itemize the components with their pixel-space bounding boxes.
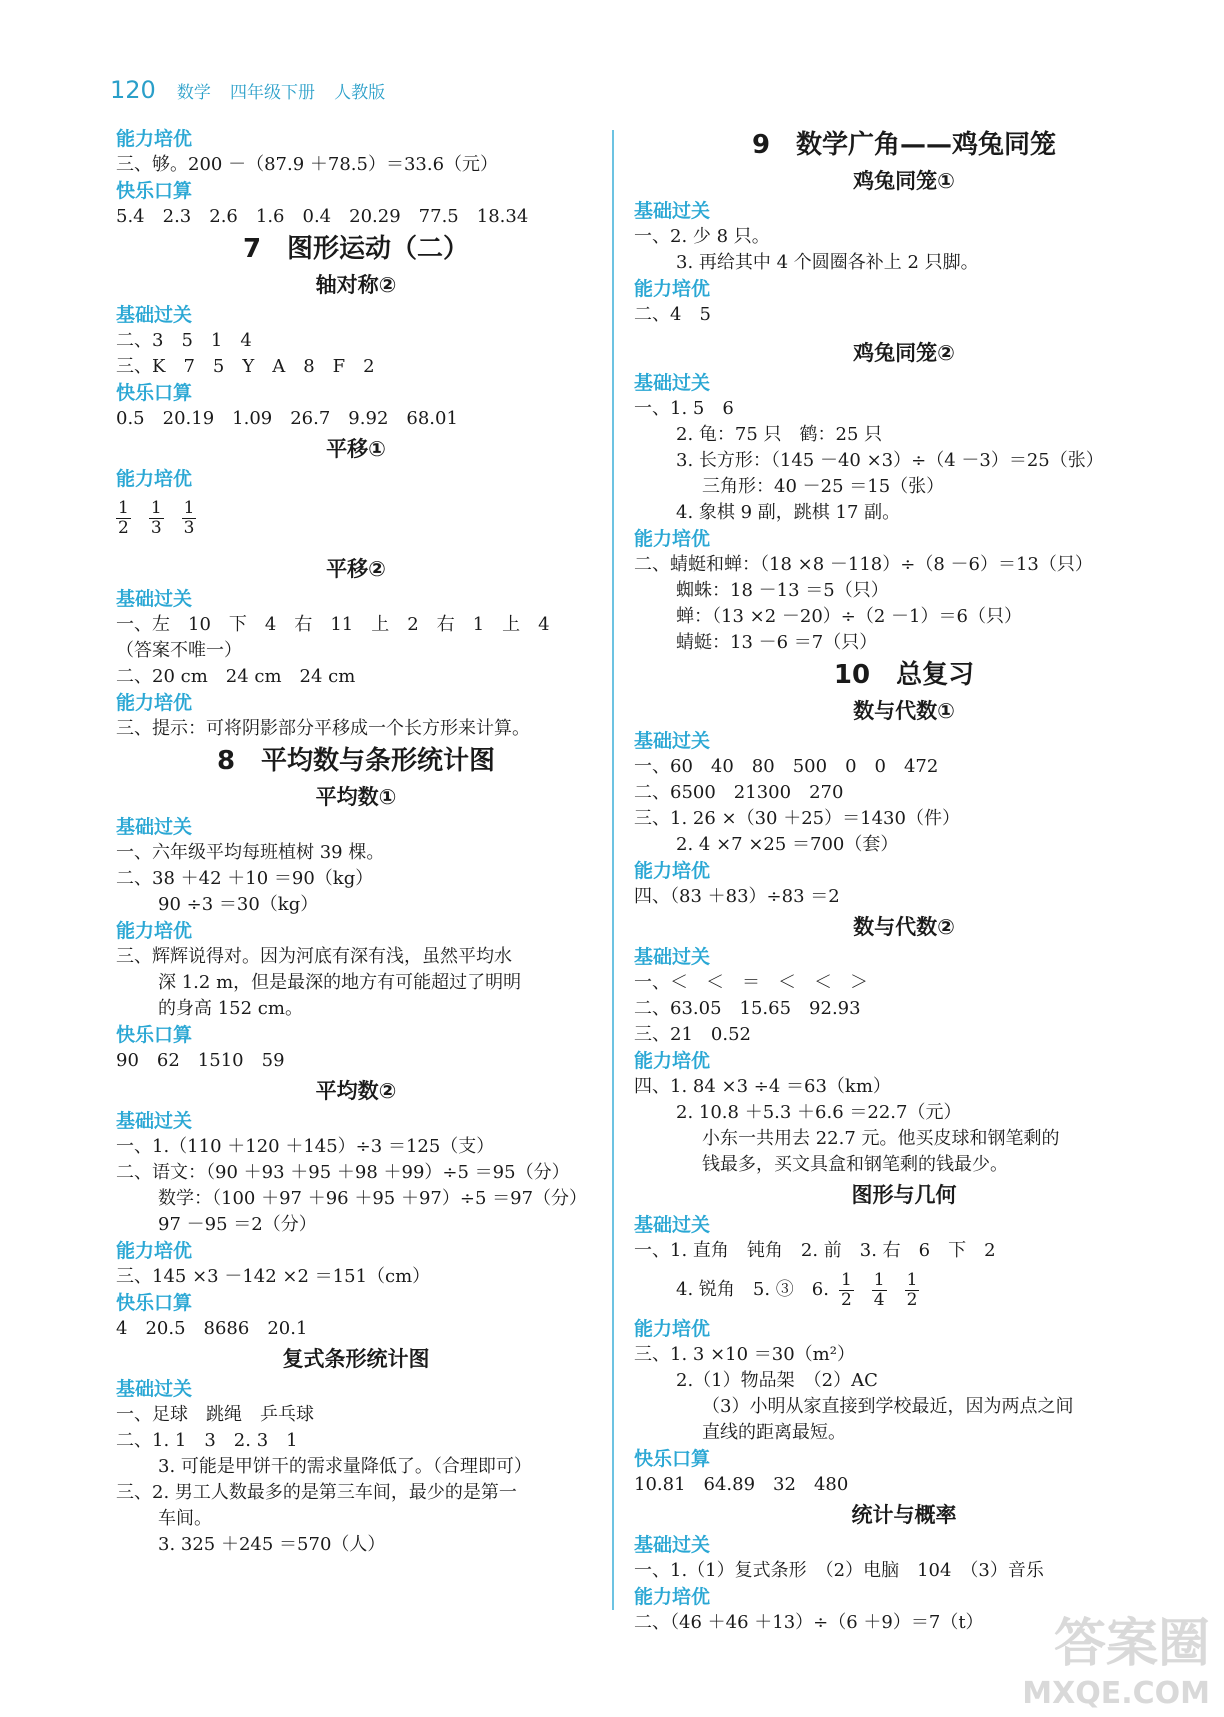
lesson-title: 平移① xyxy=(326,437,386,461)
section-label: 能力培优 xyxy=(116,468,193,490)
answer-line: 二、38 ＋42 ＋10 ＝90（kg） xyxy=(116,868,374,889)
answer-line: 深 1.2 m，但是最深的地方有可能超过了明明 xyxy=(158,972,522,993)
section-label: 能力培优 xyxy=(116,128,193,150)
section-label: 基础过关 xyxy=(634,946,711,968)
section-label: 基础过关 xyxy=(634,1534,711,1556)
answer-line: 三、辉辉说得对。因为河底有深有浅，虽然平均水 xyxy=(116,946,512,967)
answer-line: 三角形：40 －25 ＝15（张） xyxy=(702,476,945,497)
lesson-title: 复式条形统计图 xyxy=(282,1347,430,1371)
section-label: 快乐口算 xyxy=(116,382,193,404)
fraction-row xyxy=(634,1264,1174,1316)
watermark-site: MXQE.COM xyxy=(1022,1676,1210,1711)
lesson-title: 平移② xyxy=(326,557,386,581)
answer-line: 4. 象棋 9 副，跳棋 17 副。 xyxy=(676,502,901,523)
section-label: 基础过关 xyxy=(634,730,711,752)
watermark xyxy=(1022,1601,1210,1711)
answer-line: 数学：（100 ＋97 ＋96 ＋95 ＋97）÷5 ＝97（分） xyxy=(158,1188,588,1209)
answer-line: 3. 325 ＋245 ＝570（人） xyxy=(158,1534,386,1555)
answer-line: 3. 长方形：（145 －40 ×3）÷（4 －3）＝25（张） xyxy=(676,450,1104,471)
answer-line: 2. 10.8 ＋5.3 ＋6.6 ＝22.7（元） xyxy=(676,1102,962,1123)
fraction: 1 2 xyxy=(906,1269,918,1310)
answer-line: 4 20.5 8686 20.1 xyxy=(116,1318,308,1339)
section-label: 基础过关 xyxy=(116,304,193,326)
answer-line: 二、3 5 1 4 xyxy=(116,330,252,351)
watermark-logo: 答案圈 xyxy=(1053,1614,1210,1674)
answer-line: 二、20 cm 24 cm 24 cm xyxy=(116,666,356,687)
fraction-row xyxy=(116,492,596,544)
lesson-title: 鸡兔同笼② xyxy=(853,341,955,365)
answer-line: （答案不唯一） xyxy=(116,640,242,661)
answer-line: 蜘蛛：18 －13 ＝5（只） xyxy=(676,580,889,601)
answer-line: 的身高 152 cm。 xyxy=(158,998,303,1019)
answer-line: 97 －95 ＝2（分） xyxy=(158,1214,317,1235)
edition-label: 人教版 xyxy=(334,83,386,103)
answer-line: 三、1. 3 ×10 ＝30（m²） xyxy=(634,1344,855,1365)
answer-line: 蜻蜓：13 －6 ＝7（只） xyxy=(676,632,878,653)
section-label: 基础过关 xyxy=(116,1378,193,1400)
answer-line: 一、60 40 80 500 0 0 472 xyxy=(634,756,939,777)
right-column xyxy=(634,126,1174,1636)
answer-line: 车间。 xyxy=(158,1508,212,1529)
answer-line: 2. 4 ×7 ×25 ＝700（套） xyxy=(676,834,899,855)
answer-line: 90 ÷3 ＝30（kg） xyxy=(158,894,319,915)
answer-line: 一、1.（110 ＋120 ＋145）÷3 ＝125（支） xyxy=(116,1136,495,1157)
answer-line: 三、1. 26 ×（30 ＋25）＝1430（件） xyxy=(634,808,960,829)
section-label: 快乐口算 xyxy=(116,1024,193,1046)
lesson-title: 统计与概率 xyxy=(851,1503,957,1527)
answer-line: 一、1.（1）复式条形 （2）电脑 104 （3）音乐 xyxy=(634,1560,1044,1581)
answer-line: 三、K 7 5 Y A 8 F 2 xyxy=(116,356,375,377)
section-label: 基础过关 xyxy=(116,1110,193,1132)
answer-line: 钱最多，买文具盒和钢笔剩的钱最少。 xyxy=(702,1154,1008,1175)
answer-line: 二、1. 1 3 2. 3 1 xyxy=(116,1430,298,1451)
section-label: 快乐口算 xyxy=(634,1448,711,1470)
answer-line: 二、语文：（90 ＋93 ＋95 ＋98 ＋99）÷5 ＝95（分） xyxy=(116,1162,570,1183)
answer-line: 2. 龟：75 只 鹤：25 只 xyxy=(676,424,883,445)
answer-line: 二、63.05 15.65 92.93 xyxy=(634,998,861,1019)
lesson-title: 鸡兔同笼① xyxy=(853,169,955,193)
left-column xyxy=(116,126,596,1558)
answer-line: 90 62 1510 59 xyxy=(116,1050,285,1071)
answer-line: 一、左 10 下 4 右 11 上 2 右 1 上 4 xyxy=(116,614,550,635)
answer-line: 三、145 ×3 －142 ×2 ＝151（cm） xyxy=(116,1266,431,1287)
answer-line: （3）小明从家直接到学校最近，因为两点之间 xyxy=(702,1396,1074,1417)
fraction: 1 2 xyxy=(840,1269,852,1310)
fraction: 1 3 xyxy=(183,497,195,538)
answer-line: 一、2. 少 8 只。 xyxy=(634,226,770,247)
answer-line: 三、提示：可将阴影部分平移成一个长方形来计算。 xyxy=(116,718,530,739)
answer-line: 小东一共用去 22.7 元。他买皮球和钢笔剩的 xyxy=(702,1128,1060,1149)
answer-line: 一、＜ ＜ ＝ ＜ ＜ ＞ xyxy=(634,972,868,993)
fraction: 1 3 xyxy=(150,497,162,538)
section-label: 能力培优 xyxy=(116,692,193,714)
section-label: 能力培优 xyxy=(634,278,711,300)
lesson-title: 平均数② xyxy=(315,1079,397,1103)
answer-line: 10.81 64.89 32 480 xyxy=(634,1474,849,1495)
subject-label: 数学 xyxy=(176,83,211,103)
section-label: 基础过关 xyxy=(116,588,193,610)
answer-line: 4. 锐角 5. ③ 6. xyxy=(676,1279,829,1300)
fraction: 1 4 xyxy=(873,1269,885,1310)
answer-line: 2.（1）物品架 （2）AC xyxy=(676,1370,878,1391)
section-label: 快乐口算 xyxy=(116,180,193,202)
answer-line: 5.4 2.3 2.6 1.6 0.4 20.29 77.5 18.34 xyxy=(116,206,529,227)
chapter-title: 7 图形运动（二） xyxy=(242,234,470,264)
answer-line: 蝉：（13 ×2 －20）÷（2 －1）＝6（只） xyxy=(676,606,1022,627)
section-label: 基础过关 xyxy=(634,372,711,394)
lesson-title: 数与代数① xyxy=(853,699,955,723)
fraction: 1 2 xyxy=(118,497,129,538)
section-label: 能力培优 xyxy=(634,528,711,550)
lesson-title: 平均数① xyxy=(315,785,397,809)
answer-line: 一、六年级平均每班植树 39 棵。 xyxy=(116,842,385,863)
answer-line: 一、足球 跳绳 乒乓球 xyxy=(116,1404,314,1425)
answer-line: 三、够。200 －（87.9 ＋78.5）＝33.6（元） xyxy=(116,154,499,175)
answer-line: 一、1. 5 6 xyxy=(634,398,734,419)
section-label: 能力培优 xyxy=(634,1586,711,1608)
section-label: 能力培优 xyxy=(634,860,711,882)
section-label: 能力培优 xyxy=(116,920,193,942)
section-label: 基础过关 xyxy=(634,1214,711,1236)
answer-line: 3. 可能是甲饼干的需求量降低了。（合理即可） xyxy=(158,1456,532,1477)
lesson-title: 图形与几何 xyxy=(851,1183,957,1207)
answer-line: 二、6500 21300 270 xyxy=(634,782,844,803)
answer-line: 直线的距离最短。 xyxy=(702,1422,846,1443)
lesson-title: 数与代数② xyxy=(853,915,955,939)
answer-line: 二、（46 ＋46 ＋13）÷（6 ＋9）＝7（t） xyxy=(634,1612,984,1633)
answer-line: 0.5 20.19 1.09 26.7 9.92 68.01 xyxy=(116,408,458,429)
answer-line: 三、2. 男工人数最多的是第三车间，最少的是第一 xyxy=(116,1482,517,1503)
answer-line: 三、21 0.52 xyxy=(634,1024,751,1045)
section-label: 基础过关 xyxy=(116,816,193,838)
section-label: 快乐口算 xyxy=(116,1292,193,1314)
answer-line: 四、（83 ＋83）÷83 ＝2 xyxy=(634,886,840,907)
answer-line: 二、蜻蜓和蝉：（18 ×8 －118）÷（8 －6）＝13（只） xyxy=(634,554,1093,575)
section-label: 能力培优 xyxy=(634,1318,711,1340)
chapter-title: 10 总复习 xyxy=(833,660,975,690)
answer-line: 二、4 5 xyxy=(634,304,711,325)
column-divider xyxy=(612,130,614,1610)
section-label: 能力培优 xyxy=(116,1240,193,1262)
page-number: 120 xyxy=(110,76,156,104)
lesson-title: 轴对称② xyxy=(315,273,397,297)
grade-label: 四年级下册 xyxy=(230,83,315,103)
section-label: 能力培优 xyxy=(634,1050,711,1072)
answer-line: 四、1. 84 ×3 ÷4 ＝63（km） xyxy=(634,1076,891,1097)
answer-line: 3. 再给其中 4 个圆圈各补上 2 只脚。 xyxy=(676,252,979,273)
chapter-title: 9 数学广角——鸡兔同笼 xyxy=(751,130,1057,160)
chapter-title: 8 平均数与条形统计图 xyxy=(216,746,496,776)
page-header xyxy=(110,76,399,104)
section-label: 基础过关 xyxy=(634,200,711,222)
answer-line: 一、1. 直角 钝角 2. 前 3. 右 6 下 2 xyxy=(634,1240,996,1261)
